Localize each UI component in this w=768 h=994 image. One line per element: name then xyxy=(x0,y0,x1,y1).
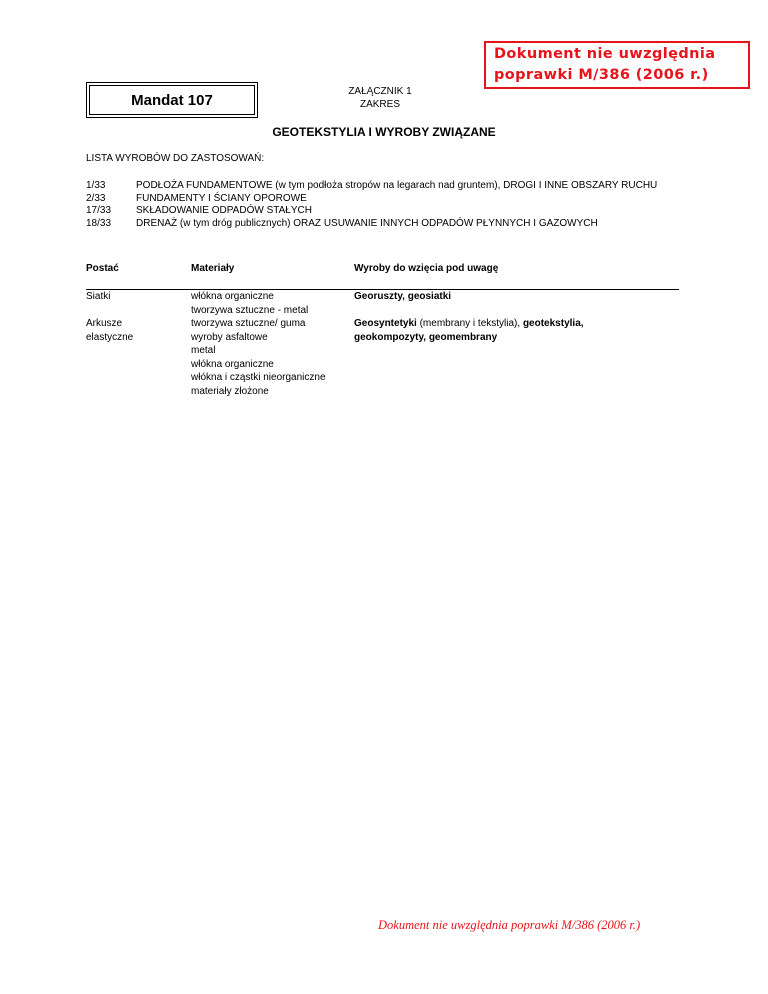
list-item xyxy=(86,205,676,218)
material-item: tworzywa sztuczne - metal xyxy=(191,304,309,316)
products-mesh-text: Georuszty, geosiatki xyxy=(354,291,452,302)
material-item: materiały złożone xyxy=(191,385,269,397)
application-text: SKŁADOWANIE ODPADÓW STAŁYCH xyxy=(136,205,312,216)
material-item: włókna i cząstki nieorganiczne xyxy=(191,372,326,383)
list-item xyxy=(86,180,676,193)
mandate-label: Mandat 107 xyxy=(89,85,255,115)
form-sheets-line-1: Arkusze xyxy=(86,318,123,329)
list-intro: LISTA WYROBÓW DO ZASTOSOWAŃ: xyxy=(86,153,265,164)
form-sheets xyxy=(86,317,133,344)
annex-subtitle: ZAKRES xyxy=(359,99,400,110)
products-geotextiles: geotekstylia, xyxy=(522,318,584,329)
applications-list xyxy=(86,180,676,230)
notice-line-2: poprawki M/386 (2006 r.) xyxy=(494,67,709,83)
products-geocomposites: geokompozyty, geomembrany xyxy=(354,331,498,343)
application-text: DRENAŻ (w tym dróg publicznych) ORAZ USUWANIE INNYCH ODPADÓW PŁYNNYCH I GAZOWYCH xyxy=(136,217,598,229)
materials-list xyxy=(191,290,326,398)
form-sheets-line-2: elastyczne xyxy=(86,331,134,343)
footer-amendment-note: Dokument nie uwzględnia poprawki M/386 (2006 r.) xyxy=(378,918,641,932)
notice-line-1: Dokument nie uwzględnia xyxy=(494,46,716,62)
application-code: 1/33 xyxy=(86,180,106,191)
products-mesh xyxy=(354,290,451,304)
list-item xyxy=(86,193,676,206)
header-form: Postać xyxy=(86,263,119,274)
products-sheets xyxy=(354,317,584,344)
material-item: wyroby asfaltowe xyxy=(191,331,268,343)
amendment-notice-box xyxy=(484,41,750,89)
products-sheets-line-2 xyxy=(354,331,584,345)
application-text: FUNDAMENTY I ŚCIANY OPOROWE xyxy=(136,192,307,204)
header-materials: Materiały xyxy=(191,263,235,274)
header-products: Wyroby do wzięcia pod uwagę xyxy=(354,263,499,274)
material-item: tworzywa sztuczne/ guma xyxy=(191,318,306,329)
products-sheets-line-1 xyxy=(354,317,584,331)
products-membranes-note: (membrany i tekstylia), xyxy=(416,318,523,329)
mandate-box xyxy=(86,82,258,118)
material-item: włókna organiczne xyxy=(191,358,274,370)
application-code: 2/33 xyxy=(86,192,106,204)
material-item: włókna organiczne xyxy=(191,291,274,302)
products-geosynthetics: Geosyntetyki xyxy=(354,318,417,329)
application-text: PODŁOŻA FUNDAMENTOWE (w tym podłoża stropów na legarach nad gruntem), DROGI I INNE OBSZARY RUCHU xyxy=(136,180,658,191)
document-title: GEOTEKSTYLIA I WYROBY ZWIĄZANE xyxy=(272,125,496,139)
form-mesh: Siatki xyxy=(86,291,111,302)
annex-title: ZAŁĄCZNIK 1 xyxy=(348,86,412,97)
application-code: 18/33 xyxy=(86,217,112,229)
list-item xyxy=(86,218,676,231)
annex-header xyxy=(300,85,460,111)
material-item: metal xyxy=(191,345,216,356)
application-code: 17/33 xyxy=(86,205,112,216)
